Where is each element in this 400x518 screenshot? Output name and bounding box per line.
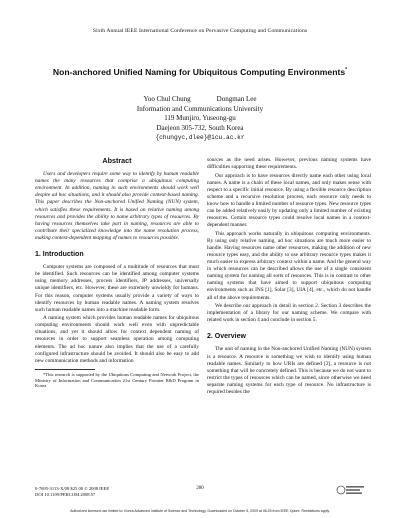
right-paragraph-2: Our approach is to have resources directly name each other using local names. A name is a chain of these local names, and only makes sense with respect to a specific initial resource. By using a flexible resource description scheme and a recursive resolution process, each resource only needs to know how to handle a limited number of resource types. New resource types can be added relatively easily by updating only a limited number of existing resources. Certain resource types could resolve local names in a context-dependent manner.	[207, 172, 371, 229]
footnote-divider	[35, 369, 95, 370]
author-names	[20, 95, 380, 105]
ieee-computer-society-logo	[336, 483, 366, 497]
abstract-text: Users and developers require some way to identify by human readable names the many resources that comprise a ubiquitous computing environment. In addition, naming in such environments should work well despite ad hoc situations, and it should also provide context-based naming. This paper describes the Non-anchored Unified Naming (NUN) system, which satisfies these requirements. It is based on relative naming among resources and provides the ability to name arbitrary types of resources. By having resources themselves take part in naming, resources are able to contribute their specialized knowledge into the name resolution process, making context-dependent mapping of names to resources possible.	[35, 171, 199, 241]
intro-paragraph-2: A naming system which provides human readable names for ubiquitous computing environments should work well even with unpredictable situations, and yet it should allow for context dependent naming of resources in order to support seamless operation among computing elements. The ad hoc nature also implies that the use of a carefully configured infrastructure should be avoided. It should also be easy to add new communication methods and information	[35, 315, 199, 364]
author-name-1: Yoo Chul Chung	[143, 95, 191, 103]
left-column	[35, 157, 199, 390]
author-block	[20, 95, 380, 143]
footer-isbn: 0-7695-3113-X/08 $25.00 © 2008 IEEE	[35, 486, 110, 491]
paper-title	[20, 67, 380, 77]
right-paragraph-1: sources as the need arises. However, previous naming systems have difficulties supporting these requirements.	[207, 157, 371, 171]
author-name-2: Dongman Lee	[216, 95, 257, 103]
title-text: Non-anchored Unified Naming for Ubiquitous Computing Environments	[52, 67, 346, 77]
section-heading-overview: 2. Overview	[207, 333, 246, 341]
author-street: 119 Munjiro, Yuseong-gu	[164, 114, 236, 123]
page-number: 280	[196, 486, 204, 491]
right-paragraph-3: This approach works naturally in ubiquitous computing environments. By using only relative naming, ad hoc situations are much more easier to handle. Having resources name other resources, making the addition of new resource types easy, and the ability to use arbitrary resource types makes it much easier to express arbitrary context within a name. And the general way in which resources can be described allows the use of a single consistent naming system for naming all sorts of resources. This is in contrast to other naming systems that have aimed to support ubiquitous computing environments such as INS [1], Solar [3], UIA [4], etc., which do not handle all of the above requirements.	[207, 230, 371, 301]
license-notice: Authorized licensed use limited to: Korea Advanced Institute of Science and Technology. Downloaded on October 5, 2009 at 06:25 from IEEE Xplore. Restrictions apply.	[70, 509, 330, 513]
right-paragraph-4: We describe our approach in detail in section 2. Section 3 describes the implementation of a library for our naming scheme. We compare with related work in section 4 and conclude in section 5.	[207, 303, 371, 324]
intro-paragraph-1: Computer systems are composed of a multitude of resources that must be identified. Such resources can be identified among computer systems using memory addresses, process identifiers, IP addresses, universally unique identifiers, etc. However, these are extremely unwieldy for humans. For this reason, computer systems usually provide a variety of ways to identify resources by human readable names. A naming system resolves such human readable names into a machine readable form.	[35, 264, 199, 313]
footer-doi: DOI 10.1109/PERCOM.2008.57	[35, 492, 96, 497]
footnote: *This research is supported by the Ubiquitous Computing and Network Project, the Ministry of Information and Communication 21st Century Frontier R&D Program in Korea	[35, 371, 199, 389]
author-affiliation: Information and Communications University	[136, 104, 264, 113]
title-footnote-mark: *	[345, 67, 348, 74]
overview-paragraph-1: The unit of naming in the Non-anchored Unified Naming (NUN) system is a resource. A resource is something we wish to identify using human readable names. Similarly to how URIs are defined [2], a resource is not something that will be concretely defined. This is because we do not want to restrict the types of resources which can be named, since otherwise we need separate naming systems for each type of resource. No infrastructure is required besides the	[207, 346, 371, 395]
author-email: {chungyc,dlee}@icu.ac.kr	[155, 134, 245, 142]
running-head: Sixth Annual IEEE International Conference on Pervasive Computing and Communications	[92, 28, 308, 34]
author-city: Daejeon 305-732, South Korea	[156, 123, 244, 132]
abstract-heading: Abstract	[102, 156, 132, 165]
right-column	[207, 157, 371, 397]
section-heading-introduction: 1. Introduction	[35, 251, 84, 259]
